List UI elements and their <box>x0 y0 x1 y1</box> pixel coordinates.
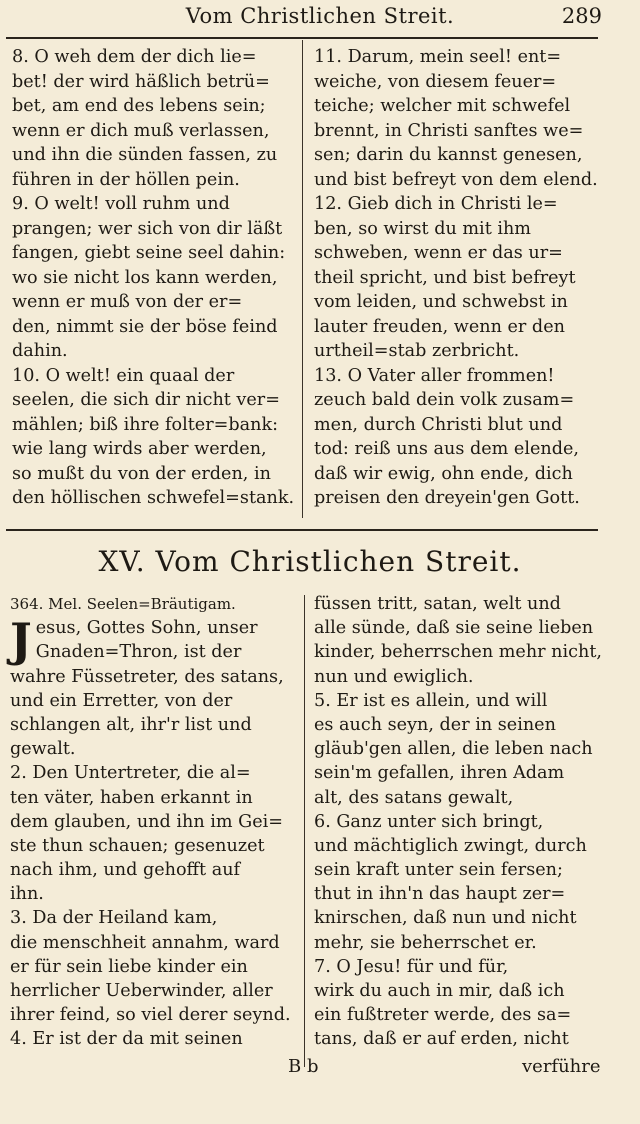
text-line: gläub'gen allen, die leben nach <box>314 739 593 760</box>
upper-left-column <box>12 45 298 511</box>
upper-right-column <box>314 45 604 511</box>
text-line: ein fußtreter werde, des sa= <box>314 1005 572 1026</box>
text-line: fangen, giebt seine seel dahin: <box>12 243 286 263</box>
sheet-signature: B b <box>288 1056 319 1077</box>
text-line: Gnaden=Thron, ist der <box>35 642 242 663</box>
text-line: wahre Füssetreter, des satans, <box>10 666 284 687</box>
text-line: prangen; wer sich von dir läßt <box>12 218 283 239</box>
text-line: 6. Ganz unter sich bringt, <box>314 811 544 832</box>
text-line: 3. Da der Heiland kam, <box>10 908 218 929</box>
text-line: schweben, wenn er das ur= <box>314 243 563 263</box>
text-line: ten väter, haben erkannt in <box>10 787 253 808</box>
text-line: 7. O Jesu! für und für, <box>314 956 509 977</box>
running-title: Vom Christlichen Streit. <box>185 4 455 28</box>
text-line: alle sünde, daß sie seine lieben <box>314 618 594 639</box>
text-line: bet! der wird häßlich betrü= <box>12 71 270 92</box>
text-line: urtheil=stab zerbricht. <box>314 341 520 361</box>
text-line: den höllischen schwefel=stank. <box>12 488 295 508</box>
text-line: die menschheit annahm, ward <box>10 932 280 953</box>
text-line: 8. O weh dem der dich lie= <box>12 47 257 67</box>
text-line: thut in ihn'n das haupt zer= <box>314 884 566 905</box>
first-verse-opening <box>10 613 300 668</box>
text-line: wirk du auch in mir, daß ich <box>314 981 565 1001</box>
text-line: wo sie nicht los kann werden, <box>12 267 278 288</box>
text-line: zeuch bald dein volk zusam= <box>314 390 575 410</box>
text-line: weiche, von diesem feuer= <box>314 71 557 92</box>
hymn-title: XV. Vom Christlichen Streit. <box>98 545 522 578</box>
text-line: nun und ewiglich. <box>314 666 474 687</box>
text-line: vom leiden, und schwebst in <box>314 292 568 312</box>
text-line: füssen tritt, satan, welt und <box>314 594 561 614</box>
text-line: und bist befreyt von dem elend. <box>314 169 598 190</box>
text-line: preisen den dreyein'gen Gott. <box>314 488 580 508</box>
text-line: wie lang wirds aber werden, <box>12 439 267 459</box>
text-line: kinder, beherrschen mehr nicht, <box>314 642 602 663</box>
text-line: lauter freuden, wenn er den <box>314 316 565 337</box>
text-line: ben, so wirst du mit ihm <box>314 218 531 239</box>
text-line: ihn. <box>10 884 44 905</box>
page-number: 289 <box>561 4 602 28</box>
lower-right-column <box>314 592 604 1052</box>
text-line: gewalt. <box>10 739 76 760</box>
text-line: herrlicher Ueberwinder, aller <box>10 981 273 1001</box>
text-line: bet, am end des lebens sein; <box>12 96 266 116</box>
drop-capital: J <box>10 613 32 668</box>
lower-left-body <box>10 665 300 1052</box>
text-line: sein kraft unter sein fersen; <box>314 860 563 881</box>
text-line: und ihn die sünden fassen, zu <box>12 145 278 165</box>
lower-left-column <box>10 592 300 1052</box>
catchword: verführe <box>522 1056 601 1077</box>
text-line: führen in der höllen pein. <box>12 169 240 190</box>
top-rule <box>6 37 598 39</box>
text-line: und mächtiglich zwingt, durch <box>314 835 587 856</box>
text-line: mehr, sie beherrschet er. <box>314 932 537 953</box>
text-line: tans, daß er auf erden, nicht <box>314 1029 569 1050</box>
text-line: theil spricht, und bist befreyt <box>314 267 576 288</box>
text-line: tod: reiß uns aus dem elende, <box>314 439 579 459</box>
text-line: nach ihm, und gehofft auf <box>10 860 241 881</box>
text-line: ihrer feind, so viel derer seynd. <box>10 1005 291 1026</box>
text-line: wenn er muß von der er= <box>12 292 243 312</box>
text-line: daß wir ewig, ohn ende, dich <box>314 463 573 484</box>
text-line: dem glauben, und ihn im Gei= <box>10 811 283 832</box>
text-line: 12. Gieb dich in Christi le= <box>314 194 558 214</box>
text-line: und ein Erretter, von der <box>10 690 233 711</box>
text-line: wenn er dich muß verlassen, <box>12 120 270 141</box>
text-line: 11. Darum, mein seel! ent= <box>314 47 562 67</box>
text-line: 9. O welt! voll ruhm und <box>12 194 230 214</box>
text-line: 2. Den Untertreter, die al= <box>10 763 251 784</box>
text-line: 4. Er ist der da mit seinen <box>10 1029 243 1050</box>
text-line: 10. O welt! ein quaal der <box>12 365 235 386</box>
text-line: men, durch Christi blut und <box>314 414 563 435</box>
text-line: ste thun schauen; gesenuzet <box>10 835 265 856</box>
lower-column-divider <box>304 595 305 1067</box>
text-line: mählen; biß ihre folter=bank: <box>12 414 279 435</box>
running-head <box>0 4 640 32</box>
text-line: dahin. <box>12 341 68 361</box>
text-line: 13. O Vater aller frommen! <box>314 365 555 386</box>
upper-column-divider <box>302 40 303 518</box>
text-line: es auch seyn, der in seinen <box>314 714 556 735</box>
text-line: teiche; welcher mit schwefel <box>314 96 571 116</box>
melody-line: 364. Mel. Seelen=Bräutigam. <box>10 595 236 613</box>
text-line: sein'm gefallen, ihren Adam <box>314 763 565 784</box>
text-line: er für sein liebe kinder ein <box>10 956 248 977</box>
text-line: seelen, die sich dir nicht ver= <box>12 390 280 410</box>
text-line: schlangen alt, ihr'r list und <box>10 714 252 735</box>
text-line: knirschen, daß nun und nicht <box>314 908 577 929</box>
text-line: brennt, in Christi sanftes we= <box>314 120 584 141</box>
text-line: sen; darin du kannst genesen, <box>314 145 583 165</box>
text-line: den, nimmt sie der böse feind <box>12 316 278 337</box>
text-line: esus, Gottes Sohn, unser <box>35 618 258 639</box>
text-line: so mußt du von der erden, in <box>12 463 271 484</box>
text-line: 5. Er ist es allein, und will <box>314 690 548 711</box>
section-rule <box>6 529 598 531</box>
page-foot <box>0 1056 640 1086</box>
text-line: alt, des satans gewalt, <box>314 787 514 808</box>
